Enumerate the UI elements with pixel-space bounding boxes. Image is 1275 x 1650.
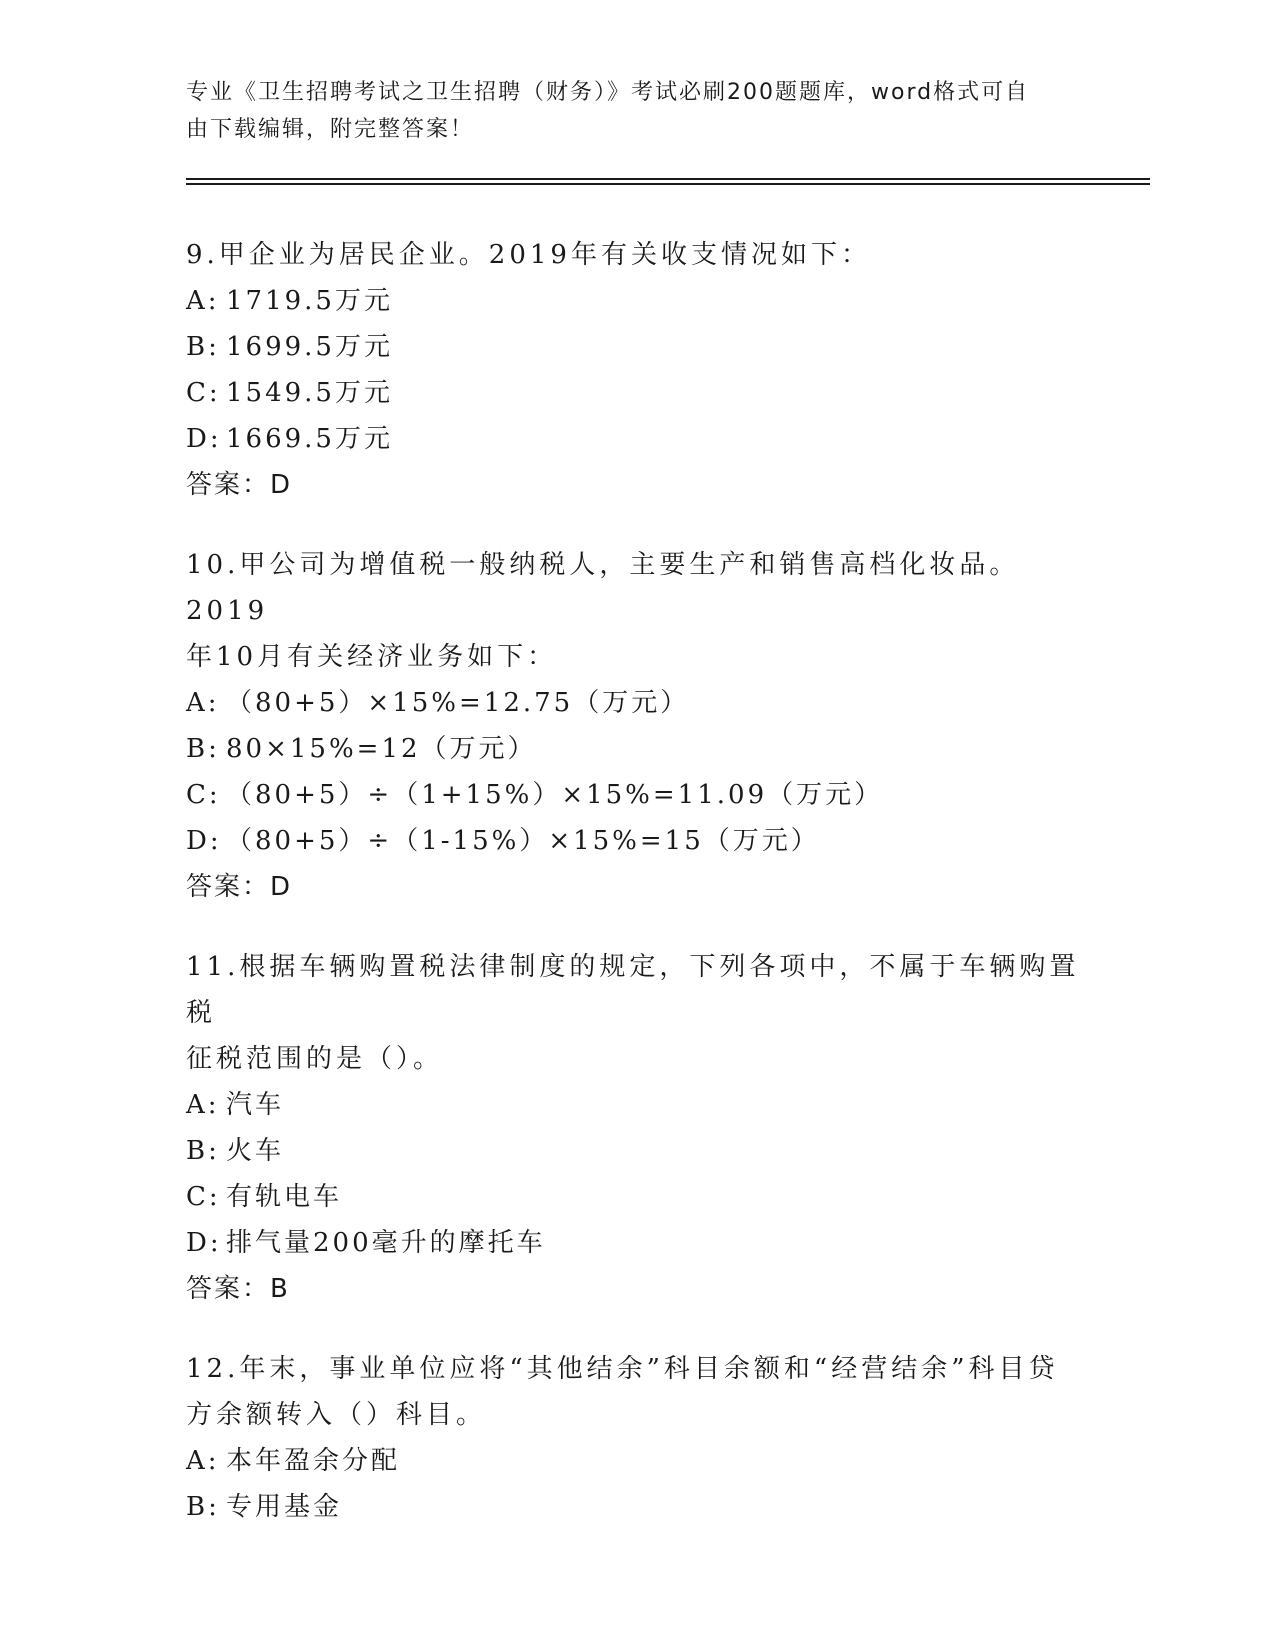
option-key: B: — [186, 332, 220, 362]
option-b — [186, 1484, 1086, 1530]
option-text: 80×15%=12（万元） — [226, 734, 537, 764]
option-a — [186, 278, 1086, 324]
option-a — [186, 1438, 1086, 1484]
option-text: 本年盈余分配 — [226, 1446, 401, 1476]
option-c — [186, 772, 1086, 818]
question-item — [186, 542, 1086, 910]
option-text: 专用基金 — [226, 1492, 343, 1522]
option-key: C: — [186, 780, 221, 810]
option-b — [186, 1128, 1086, 1174]
answer-line: 答案：B — [186, 1274, 290, 1304]
option-key: B: — [186, 1136, 220, 1166]
option-d — [186, 416, 1086, 462]
option-a — [186, 1082, 1086, 1128]
option-key: B: — [186, 734, 220, 764]
document-header — [186, 74, 1066, 148]
question-stem-line: 方余额转入（）科目。 — [186, 1400, 487, 1430]
option-text: （80+5）÷（1+15%）×15%=11.09（万元） — [226, 780, 884, 810]
option-key: D: — [186, 424, 222, 454]
header-line-2: 由下载编辑，附完整答案！ — [186, 117, 475, 142]
option-key: A: — [186, 688, 220, 718]
answer-line: 答案：D — [186, 470, 293, 500]
option-text: 1669.5万元 — [226, 424, 393, 454]
option-text: （80+5）×15%=12.75（万元） — [226, 688, 690, 718]
header-line-1: 专业《卫生招聘考试之卫生招聘（财务）》考试必刷200题题库，word格式可自 — [186, 80, 1030, 105]
question-stem-line: 征税范围的是（）。 — [186, 1044, 444, 1074]
option-d — [186, 1220, 1086, 1266]
option-key: A: — [186, 1446, 220, 1476]
option-key: A: — [186, 1090, 220, 1120]
option-c — [186, 370, 1086, 416]
header-divider-top — [186, 178, 1150, 180]
question-item — [186, 232, 1086, 508]
question-stem-line: 11.根据车辆购置税法律制度的规定，下列各项中，不属于车辆购置税 — [186, 952, 1080, 1028]
option-text: （80+5）÷（1-15%）×15%=15（万元） — [226, 826, 820, 856]
option-text: 汽车 — [226, 1090, 285, 1120]
option-key: D: — [186, 826, 222, 856]
answer-line: 答案：D — [186, 872, 293, 902]
option-key: C: — [186, 1182, 221, 1212]
option-text: 排气量200毫升的摩托车 — [226, 1228, 546, 1258]
option-key: C: — [186, 378, 221, 408]
option-text: 火车 — [226, 1136, 285, 1166]
question-stem-line: 年10月有关经济业务如下： — [186, 642, 558, 672]
option-text: 1699.5万元 — [226, 332, 393, 362]
question-stem-line: 9.甲企业为居民企业。2019年有关收支情况如下： — [186, 240, 871, 270]
option-d — [186, 818, 1086, 864]
question-list — [186, 232, 1086, 1564]
option-key: D: — [186, 1228, 222, 1258]
option-text: 1719.5万元 — [226, 286, 393, 316]
option-key: B: — [186, 1492, 220, 1522]
question-item — [186, 944, 1086, 1312]
question-stem-line: 10.甲公司为增值税一般纳税人，主要生产和销售高档化妆品。2019 — [186, 550, 1020, 626]
option-key: A: — [186, 286, 220, 316]
option-a — [186, 680, 1086, 726]
option-b — [186, 324, 1086, 370]
question-stem-line: 12.年末，事业单位应将“其他结余”科目余额和“经营结余”科目贷 — [186, 1354, 1059, 1384]
option-c — [186, 1174, 1086, 1220]
question-item — [186, 1346, 1086, 1530]
header-divider-bottom — [186, 183, 1150, 185]
option-text: 1549.5万元 — [226, 378, 393, 408]
option-text: 有轨电车 — [226, 1182, 343, 1212]
option-b — [186, 726, 1086, 772]
